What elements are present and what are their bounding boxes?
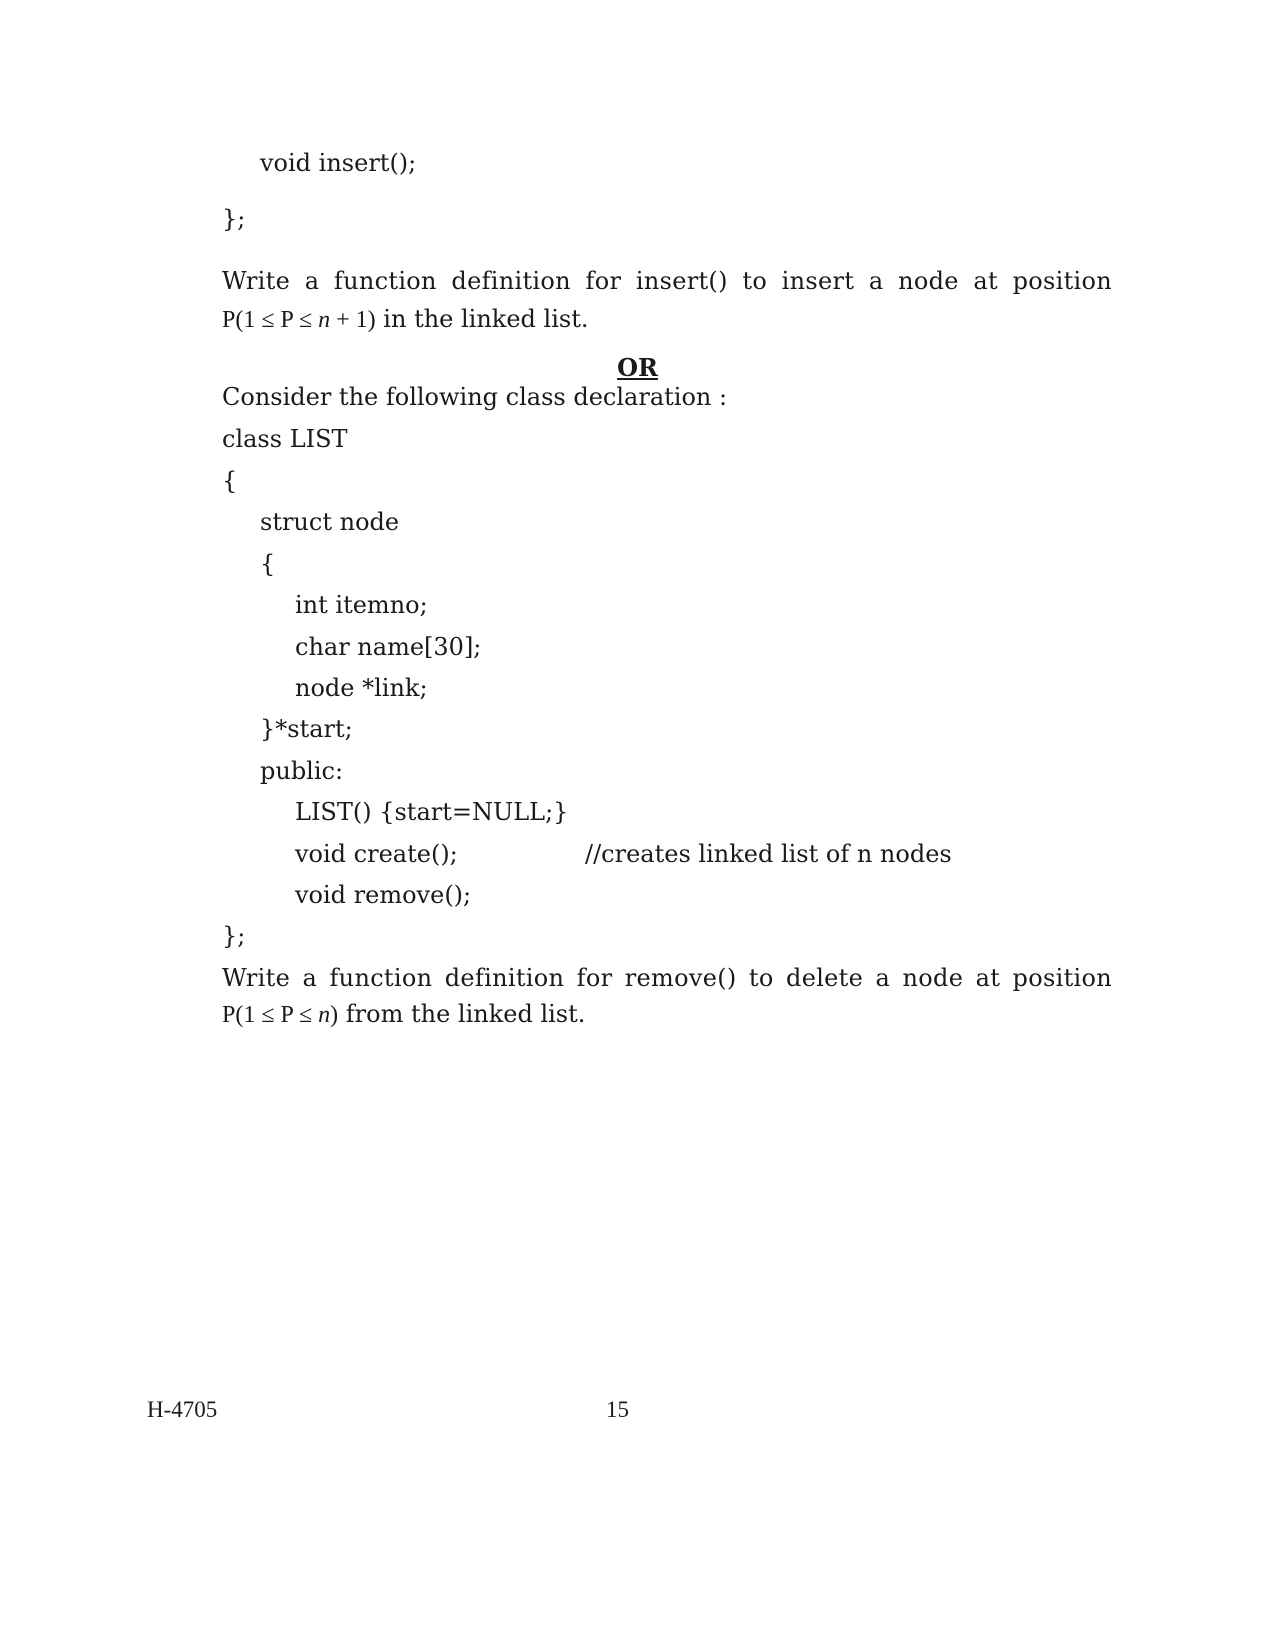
code-create-comment: //creates linked list of n nodes bbox=[585, 840, 952, 868]
question-intro: Consider the following class declaration : bbox=[222, 383, 728, 411]
question-insert-line1: Write a function definition for insert() to insert a node at position bbox=[222, 267, 1112, 295]
question-remove-line2 bbox=[222, 996, 1112, 1033]
question-remove-line1: Write a function definition for remove() to delete a node at position bbox=[222, 964, 1112, 992]
question-remove bbox=[222, 960, 1112, 1033]
position-range-formula-2: P(1 ≤ P ≤ n) bbox=[222, 1002, 339, 1028]
question-insert bbox=[222, 262, 1112, 339]
code-constructor: LIST() {start=NULL;} bbox=[295, 798, 569, 826]
question-insert-rest: in the linked list. bbox=[375, 305, 589, 333]
code-field-name: char name[30]; bbox=[295, 633, 482, 661]
code-class-close: }; bbox=[222, 922, 246, 950]
code-field-itemno: int itemno; bbox=[295, 591, 428, 619]
question-remove-rest: from the linked list. bbox=[338, 1000, 586, 1028]
position-range-formula: P(1 ≤ P ≤ n + 1) bbox=[222, 307, 376, 333]
code-public: public: bbox=[260, 757, 344, 785]
code-struct-line: struct node bbox=[260, 508, 400, 536]
code-create: void create(); bbox=[295, 840, 458, 868]
code-field-link: node *link; bbox=[295, 674, 428, 702]
page-number: 15 bbox=[606, 1397, 629, 1422]
code-class-line: class LIST bbox=[222, 425, 348, 453]
code-class-close-top: }; bbox=[222, 205, 246, 233]
code-insert-decl: void insert(); bbox=[260, 149, 417, 177]
code-remove: void remove(); bbox=[295, 881, 472, 909]
code-struct-close: }*start; bbox=[260, 715, 353, 743]
paper-code: H-4705 bbox=[147, 1397, 218, 1422]
or-divider: OR bbox=[617, 353, 658, 382]
code-struct-open: { bbox=[260, 550, 276, 578]
code-class-open: { bbox=[222, 467, 238, 495]
question-insert-line2 bbox=[222, 300, 1112, 339]
